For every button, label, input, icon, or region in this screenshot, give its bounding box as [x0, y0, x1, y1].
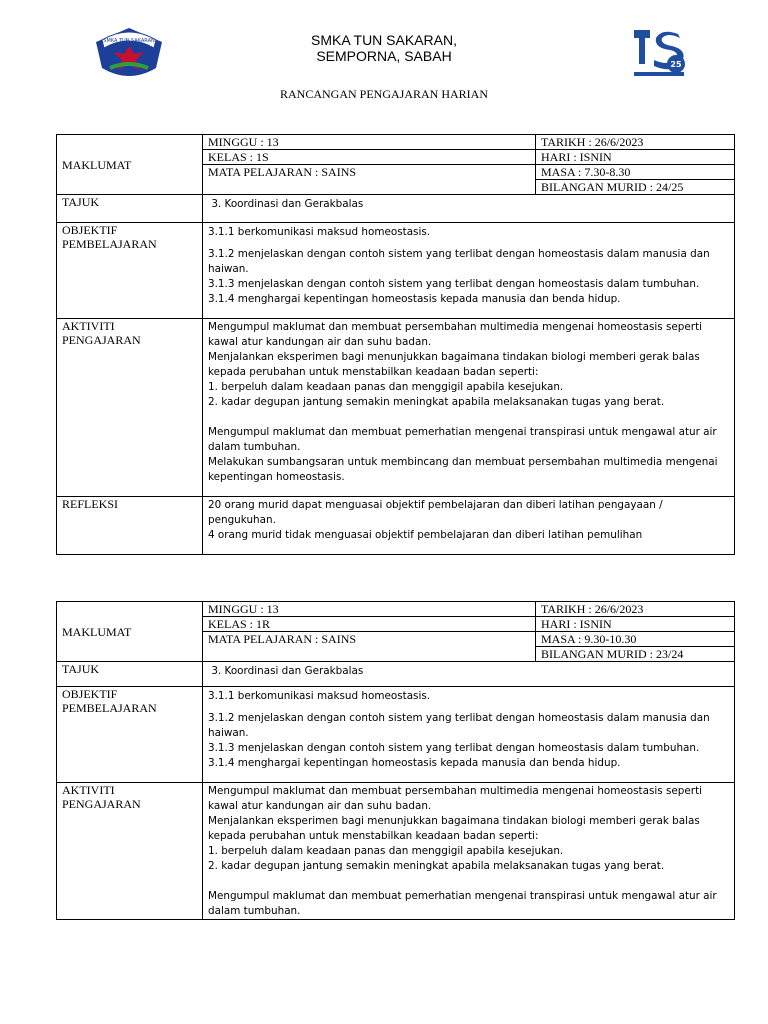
aktiviti-label-line2: PENGAJARAN — [62, 333, 141, 347]
refleksi-content — [203, 497, 735, 555]
lesson-plan-table-2 — [56, 601, 735, 920]
aktiviti-item: Mengumpul maklumat dan membuat pemerhatian mengenai transpirasi untuk mengawal atur air dalam tumbuhan. — [208, 890, 717, 917]
objektif-item: 3.1.1 berkomunikasi maksud homeostasis. — [208, 226, 431, 238]
masa: MASA : 7.30-8.30 — [536, 165, 735, 180]
mata-pelajaran: MATA PELAJARAN : SAINS — [203, 165, 536, 195]
aktiviti-item: 1. berpeluh dalam keadaan panas dan menggigil apabila kesejukan. — [208, 845, 564, 857]
mata-pelajaran: MATA PELAJARAN : SAINS — [203, 632, 536, 662]
aktiviti-content — [203, 319, 735, 497]
objektif-label — [57, 687, 203, 783]
document-title: RANCANGAN PENGAJARAN HARIAN — [279, 87, 488, 101]
aktiviti-item: Mengumpul maklumat dan membuat persembahan multimedia mengenai homeostasis seperti kawal atur kandungan air dan suhu badan. — [208, 785, 703, 812]
objektif-item: 3.1.1 berkomunikasi maksud homeostasis. — [208, 690, 431, 702]
objektif-item: 3.1.4 menghargai kepentingan homeostasis kepada manusia dan benda hidup. — [208, 293, 621, 305]
tajuk-value — [203, 195, 735, 223]
aktiviti-item: 1. berpeluh dalam keadaan panas dan menggigil apabila kesejukan. — [208, 381, 564, 393]
objektif-label-line1: OBJEKTIF — [62, 223, 118, 237]
tajuk-text: 3. Koordinasi dan Gerakbalas — [211, 665, 364, 677]
tajuk-value — [203, 662, 735, 687]
aktiviti-item: 2. kadar degupan jantung semakin meningkat apabila melaksanakan tugas yang berat. — [208, 396, 665, 408]
kelas: KELAS : 1R — [203, 617, 536, 632]
svg-text:25: 25 — [670, 60, 682, 69]
tajuk-text: 3. Koordinasi dan Gerakbalas — [211, 198, 364, 210]
objektif-item: 3.1.2 menjelaskan dengan contoh sistem yang terlibat dengan homeostasis dalam manusia dan haiwan. — [208, 712, 710, 739]
tarikh: TARIKH : 26/6/2023 — [536, 602, 735, 617]
objektif-label-line1: OBJEKTIF — [62, 687, 118, 701]
kelas: KELAS : 1S — [203, 150, 536, 165]
tajuk-label: TAJUK — [57, 662, 203, 687]
school-name-line2: SEMPORNA, SABAH — [316, 48, 452, 64]
aktiviti-item: Menjalankan eksperimen bagi menunjukkan bagaimana tindakan biologi memberi gerak balas kepada perubahan untuk menstabilkan keadaan badan seperti: — [208, 351, 700, 378]
aktiviti-item: Mengumpul maklumat dan membuat pemerhatian mengenai transpirasi untuk mengawal atur air dalam tumbuhan. — [208, 426, 717, 453]
hari: HARI : ISNIN — [536, 617, 735, 632]
objektif-item: 3.1.3 menjelaskan dengan contoh sistem yang terlibat dengan homeostasis dalam tumbuhan. — [208, 742, 700, 754]
objektif-content — [203, 687, 735, 783]
aktiviti-label — [57, 783, 203, 920]
aktiviti-label-line2: PENGAJARAN — [62, 797, 141, 811]
minggu: MINGGU : 13 — [203, 602, 536, 617]
aktiviti-label-line1: AKTIVITI — [62, 319, 115, 333]
objektif-item: 3.1.4 menghargai kepentingan homeostasis kepada manusia dan benda hidup. — [208, 757, 621, 769]
maklumat-label: MAKLUMAT — [57, 602, 203, 662]
objektif-item: 3.1.3 menjelaskan dengan contoh sistem yang terlibat dengan homeostasis dalam tumbuhan. — [208, 278, 700, 290]
bilangan-murid: BILANGAN MURID : 23/24 — [536, 647, 735, 662]
objektif-label-line2: PEMBELAJARAN — [62, 701, 157, 715]
masa: MASA : 9.30-10.30 — [536, 632, 735, 647]
refleksi-item: 20 orang murid dapat menguasai objektif pembelajaran dan diberi latihan pengayaan / pengukuhan. — [208, 499, 663, 526]
aktiviti-content — [203, 783, 735, 920]
aktiviti-item: 2. kadar degupan jantung semakin meningkat apabila melaksanakan tugas yang berat. — [208, 860, 665, 872]
objektif-label — [57, 223, 203, 319]
objektif-item: 3.1.2 menjelaskan dengan contoh sistem yang terlibat dengan homeostasis dalam manusia dan haiwan. — [208, 248, 710, 275]
tarikh: TARIKH : 26/6/2023 — [536, 135, 735, 150]
aktiviti-item: Melakukan sumbangsaran untuk membincang dan membuat persembahan multimedia mengenai kepentingan homeostasis. — [208, 456, 718, 483]
hari: HARI : ISNIN — [536, 150, 735, 165]
aktiviti-label-line1: AKTIVITI — [62, 783, 115, 797]
minggu: MINGGU : 13 — [203, 135, 536, 150]
aktiviti-item: Menjalankan eksperimen bagi menunjukkan bagaimana tindakan biologi memberi gerak balas kepada perubahan untuk menstabilkan keadaan badan seperti: — [208, 815, 700, 842]
refleksi-label: REFLEKSI — [57, 497, 203, 555]
tajuk-label: TAJUK — [57, 195, 203, 223]
school-name-line1: SMKA TUN SAKARAN, — [310, 32, 457, 48]
aktiviti-item: Mengumpul maklumat dan membuat persembahan multimedia mengenai homeostasis seperti kawal atur kandungan air dan suhu badan. — [208, 321, 703, 348]
bilangan-murid: BILANGAN MURID : 24/25 — [536, 180, 735, 195]
lesson-plan-table-1 — [56, 134, 735, 555]
aktiviti-label — [57, 319, 203, 497]
objektif-label-line2: PEMBELAJARAN — [62, 237, 157, 251]
svg-text:SMKA TUN SAKARAN: SMKA TUN SAKARAN — [103, 38, 155, 44]
maklumat-label: MAKLUMAT — [57, 135, 203, 195]
refleksi-item: 4 orang murid tidak menguasai objektif pembelajaran dan diberi latihan pemulihan — [208, 529, 643, 541]
objektif-content — [203, 223, 735, 319]
